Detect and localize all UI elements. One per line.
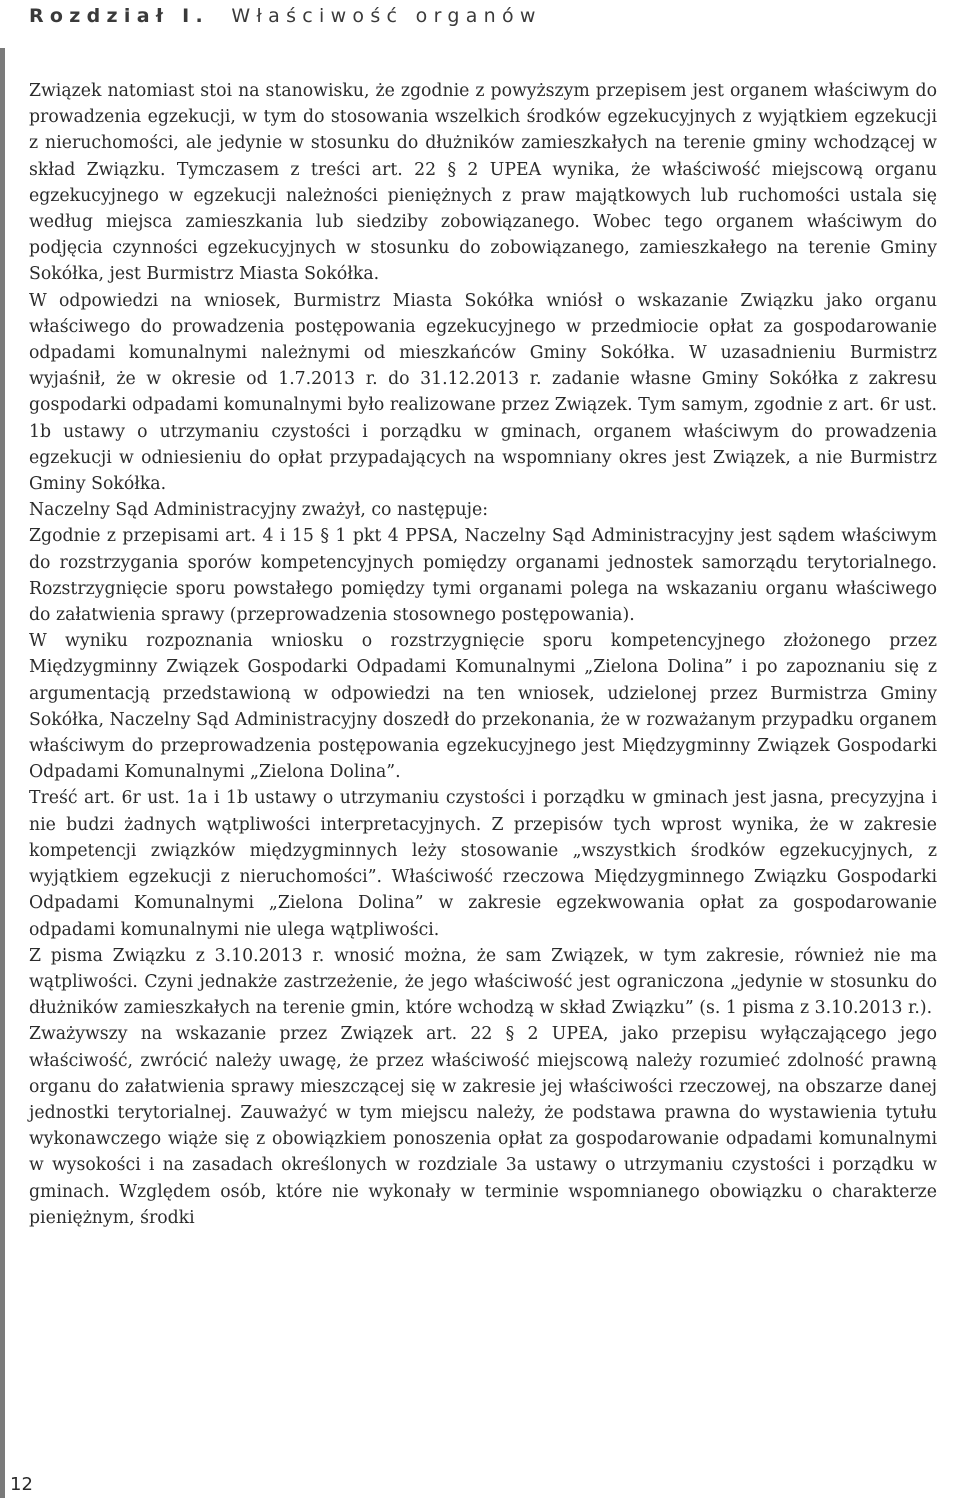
paragraph-4: Zgodnie z przepisami art. 4 i 15 § 1 pkt 4 PPSA, Naczelny Sąd Administracyjny jest sądem właściwym do rozstrzygania sporów kompetencyjnych pomiędzy organami jednostek samorządu terytorialnego. Rozstrzygnięcie sporu powstałego pomiędzy tymi organami polega na wskazaniu organu właściwego do załatwienia sprawy (przeprowadzenia stosownego postępowania). xyxy=(29,526,937,626)
paragraph-2: W odpowiedzi na wniosek, Burmistrz Miasta Sokółka wniósł o wskazanie Związku jako organu właściwego do prowadzenia postępowania egzekucyjnego w przedmiocie opłat za gospodarowanie odpadami komunalnymi należnymi od mieszkańców Gminy Sokółka. W uzasadnieniu Burmistrz wyjaśnił, że w okresie od 1.7.2013 r. do 31.12.2013 r. zadanie własne Gminy Sokółka z zakresu gospodarki odpadami komunalnymi było realizowane przez Związek. Tym samym, zgodnie z art. 6r ust. 1b ustawy o utrzymaniu czystości i porządku w gminach, organem właściwym do prowadzenia egzekucji w odniesieniu do opłat przypadających na wspomniany okres jest Związek, a nie Burmistrz Gminy Sokółka. xyxy=(29,290,937,495)
page-number: 12 xyxy=(10,1474,33,1495)
page-body xyxy=(29,78,937,1231)
paragraph-6: Treść art. 6r ust. 1a i 1b ustawy o utrzymaniu czystości i porządku w gminach jest jasna, precyzyjna i nie budzi żadnych wątpliwości interpretacyjnych. Z przepisów tych wprost wynika, że w zakresie kompetencji związków międzygminnych leży stosowanie „wszystkich środków egzekucyjnych, z wyjątkiem egzekucji z nieruchomości”. Właściwość rzeczowa Międzygminnego Związku Gospodarki Odpadami Komunalnymi „Zielona Dolina” w zakresie egzekwowania opłat za gospodarowanie odpadami komunalnymi nie ulega wątpliwości. xyxy=(29,788,937,940)
paragraph-7: Z pisma Związku z 3.10.2013 r. wnosić można, że sam Związek, w tym zakresie, również nie ma wątpliwości. Czyni jednakże zastrzeżenie, że jego właściwość jest ograniczona „jedynie w stosunku do dłużników zamieszkałych na terenie gmin, które wchodzą w skład Związku” (s. 1 pisma z 3.10.2013 r.). xyxy=(29,945,937,1019)
paragraph-1: Związek natomiast stoi na stanowisku, że zgodnie z powyższym przepisem jest organem właściwym do prowadzenia egzekucji, w tym do stosowania wszelkich środków egzekucyjnych z wyjątkiem egzekucji z nieruchomości, ale jedynie w stosunku do dłużników zamieszkałych na terenie gminy wchodzącej w skład Związku. Tymczasem z treści art. 22 § 2 UPEA wynika, że właściwość miejscową organu egzekucyjnego w egzekucji należności pieniężnych z praw majątkowych lub ruchomości ustala się według miejsca zamieszkania lub siedziby zobowiązanego. Wobec tego organem właściwym do podjęcia czynności egzekucyjnych w stosunku do zobowiązanego, zamieszkałego na terenie Gminy Sokółka, jest Burmistrz Miasta Sokółka. xyxy=(29,81,937,285)
paragraph-3: Naczelny Sąd Administracyjny zważył, co następuje: xyxy=(29,500,489,521)
paragraph-8: Zważywszy na wskazanie przez Związek art. 22 § 2 UPEA, jako przepisu wyłączającego jego właściwość, zwrócić należy uwagę, że przez właściwość miejscową należy rozumieć zdolność prawną organu do załatwienia sprawy mieszczącej się w zakresie jej właściwości rzeczowej, na obszarze danej jednostki terytorialnej. Zauważyć w tym miejscu należy, że podstawa prawna do wystawienia tytułu wykonawczego wiąże się z obowiązkiem ponoszenia opłat za gospodarowanie odpadami komunalnymi w wysokości i na zasadach określonych w rozdziale 3a ustawy o utrzymaniu czystości i porządku w gminach. Względem osób, które nie wykonały w terminie wspomnianego obowiązku o charakterze pieniężnym, środki xyxy=(29,1024,937,1228)
running-header xyxy=(29,4,542,28)
chapter-title: Właściwość organów xyxy=(231,5,542,27)
chapter-label: Rozdział I. xyxy=(29,5,209,27)
page-edge-bar xyxy=(0,48,5,1498)
paragraph-5: W wyniku rozpoznania wniosku o rozstrzygnięcie sporu kompetencyjnego złożonego przez Międzygminny Związek Gospodarki Odpadami Komunalnymi „Zielona Dolina” i po zapoznaniu się z argumentacją przedstawioną w odpowiedzi na ten wniosek, udzielonej przez Burmistrza Gminy Sokółka, Naczelny Sąd Administracyjny doszedł do przekonania, że w rozważanym przypadku organem właściwym do przeprowadzenia postępowania egzekucyjnego jest Międzygminny Związek Gospodarki Odpadami Komunalnymi „Zielona Dolina”. xyxy=(29,631,937,783)
